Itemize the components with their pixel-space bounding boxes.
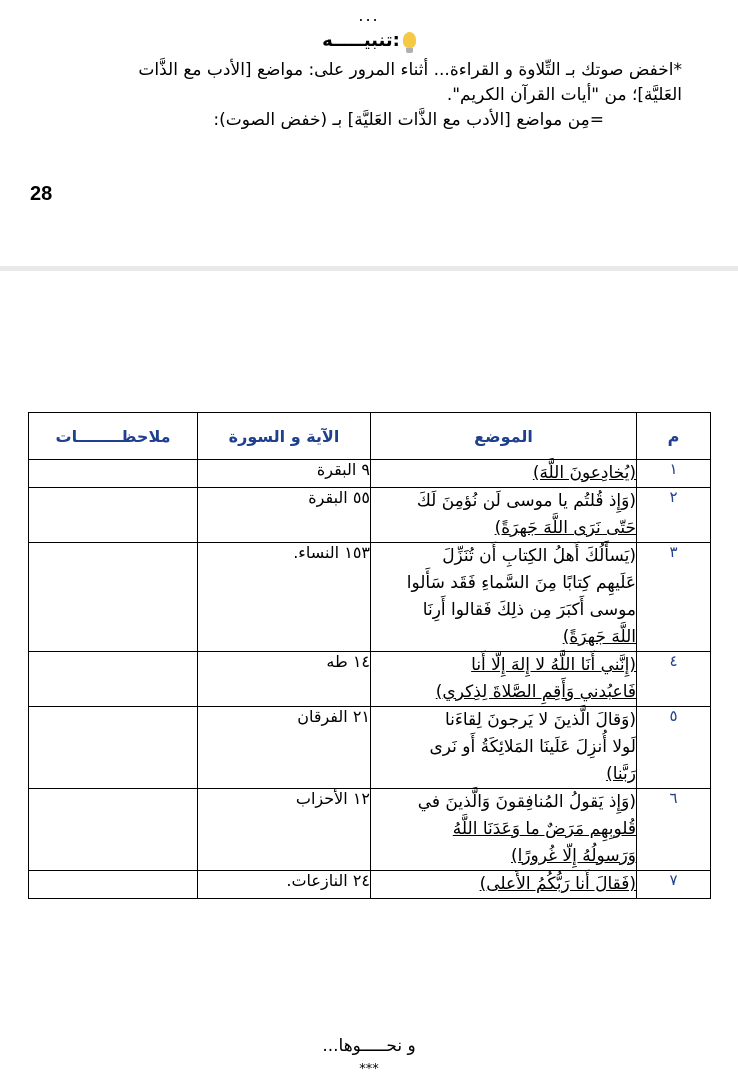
table-row <box>29 488 711 543</box>
row-number: ٣ <box>637 543 711 652</box>
table-row <box>29 707 711 789</box>
ellipsis-top: ... <box>358 6 380 25</box>
verse-line: حَتّى نَرَى اللَّهَ جَهرَةً) <box>494 518 636 538</box>
verse-line: عَلَيهِم كِتابًا مِنَ السَّماءِ فَقَد سَأَلوا <box>406 573 636 593</box>
verse-cell <box>371 789 637 871</box>
verse-reference: ٢٤ النازعات. <box>198 871 371 899</box>
notice-title-text: تنبيـــــه: <box>322 30 400 51</box>
verse-cell <box>371 707 637 789</box>
header-num: م <box>637 413 711 460</box>
verse-line: (وَإِذ قُلتُم يا موسى لَن نُؤمِنَ لَكَ <box>416 491 636 511</box>
verse-reference: ١٥٣ النساء. <box>198 543 371 652</box>
verse-cell <box>371 488 637 543</box>
verse-line: رَبَّنا) <box>606 764 636 784</box>
notice-line: *اخفض صوتك بـ التِّلاوة و القراءة... أثناء المرور على: مواضع [الأدب مع الذَّات <box>138 60 682 80</box>
table-row <box>29 543 711 652</box>
notice-body <box>56 58 682 133</box>
verse-cell <box>371 543 637 652</box>
verse-reference: ٥٥ البقرة <box>198 488 371 543</box>
verse-cell <box>371 460 637 488</box>
row-number: ٥ <box>637 707 711 789</box>
table-row <box>29 460 711 488</box>
table-body <box>29 460 711 899</box>
header-ref: الآية و السورة <box>198 413 371 460</box>
verse-line: (فَقالَ أَنا رَبُّكُمُ الأَعلى) <box>479 874 636 894</box>
header-notes: ملاحظــــــــات <box>29 413 198 460</box>
notes-cell <box>29 543 198 652</box>
separator-stars: *** <box>359 1062 379 1077</box>
verse-line: (وَإِذ يَقولُ المُنافِقونَ وَالَّذينَ في <box>417 792 636 812</box>
verse-line: (يَسأَلُكَ أَهلُ الكِتابِ أَن تُنَزِّلَ <box>442 546 636 566</box>
verse-line: (يُخادِعونَ اللَّهَ) <box>532 463 636 483</box>
verse-reference: ٢١ الفرقان <box>198 707 371 789</box>
notes-cell <box>29 789 198 871</box>
notes-cell <box>29 460 198 488</box>
previous-page-bottom <box>0 0 738 266</box>
verses-table <box>28 412 711 899</box>
notes-cell <box>29 871 198 899</box>
verse-cell <box>371 871 637 899</box>
verse-reference: ٩ البقرة <box>198 460 371 488</box>
row-number: ٧ <box>637 871 711 899</box>
verse-line: اللَّهَ جَهرَةً) <box>562 627 636 647</box>
verse-reference: ١٢ الأحزاب <box>198 789 371 871</box>
notes-cell <box>29 707 198 789</box>
table-header-row <box>29 413 711 460</box>
header-place: الموضع <box>371 413 637 460</box>
notes-cell <box>29 488 198 543</box>
table-row <box>29 789 711 871</box>
verse-cell <box>371 652 637 707</box>
verse-line: (وَقالَ الَّذينَ لا يَرجونَ لِقاءَنا <box>444 710 636 730</box>
page-divider <box>0 266 738 271</box>
notes-cell <box>29 652 198 707</box>
verse-line: فَاعبُدني وَأَقِمِ الصَّلاةَ لِذِكري) <box>435 682 636 702</box>
row-number: ١ <box>637 460 711 488</box>
notice-line: العَليَّة]؛ من "أيات القرآن الكريم". <box>446 85 682 105</box>
table-row <box>29 871 711 899</box>
verse-reference: ١٤ طه <box>198 652 371 707</box>
table-row <box>29 652 711 707</box>
verse-line: لَولا أُنزِلَ عَلَينَا المَلائِكَةُ أَو نَرى <box>429 737 636 757</box>
row-number: ٤ <box>637 652 711 707</box>
and-similar-text: و نحـــــوها... <box>322 1036 416 1056</box>
verse-line: وَرَسولُهُ إِلّا غُرورًا) <box>510 846 636 866</box>
notice-line: =مِن مواضع [الأدب مع الذَّات العَليَّة] بـ (خفض الصوت): <box>213 110 604 130</box>
lightbulb-icon <box>403 32 416 48</box>
verse-line: موسى أَكبَرَ مِن ذلِكَ فَقالوا أَرِنَا <box>422 600 636 620</box>
row-number: ٢ <box>637 488 711 543</box>
row-number: ٦ <box>637 789 711 871</box>
verse-line: قُلوبِهِم مَرَضٌ ما وَعَدَنَا اللَّهُ <box>452 819 636 839</box>
page-number: 28 <box>30 183 53 205</box>
notice-title <box>0 30 738 51</box>
verse-line: (إِنَّني أَنَا اللَّهُ لا إِلهَ إِلّا أَنا <box>471 655 636 675</box>
